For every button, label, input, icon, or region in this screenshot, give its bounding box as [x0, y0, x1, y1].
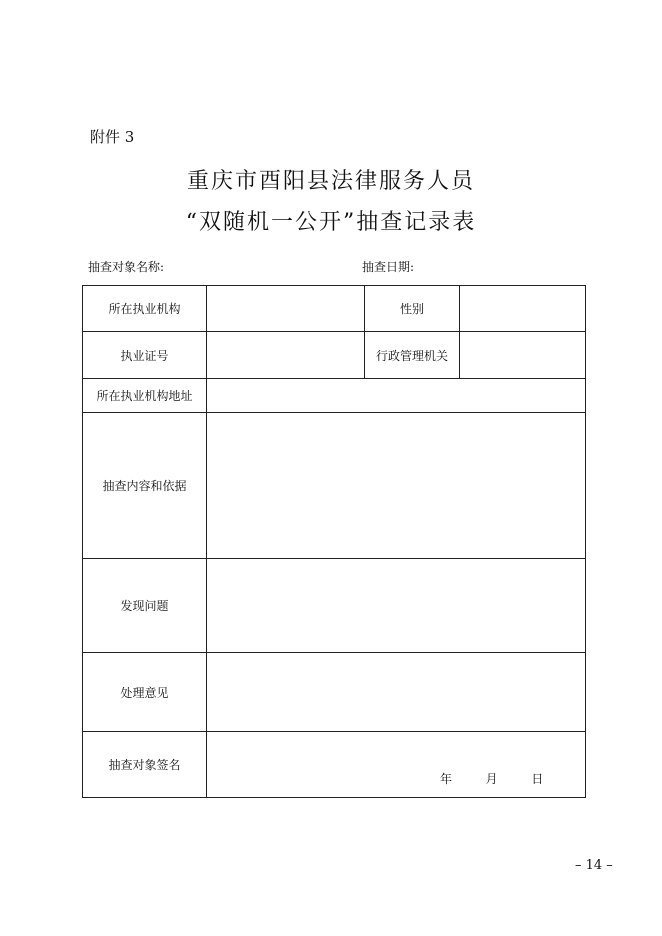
signature-label: 抽查对象签名 [108, 758, 181, 772]
admin-org-value-cell[interactable] [460, 332, 586, 379]
institution-value-cell[interactable] [207, 286, 365, 332]
content-basis-label-cell [83, 413, 207, 559]
inspection-record-table [82, 285, 586, 798]
attachment-label: 附件 3 [90, 128, 135, 146]
institution-label-cell [83, 286, 207, 332]
inspection-date-label: 抽查日期: [362, 260, 415, 274]
admin-org-label: 行政管理机关 [375, 348, 448, 363]
handling-value-cell[interactable] [207, 653, 586, 732]
institution-label: 所在执业机构 [108, 302, 181, 316]
admin-org-label-cell [365, 332, 460, 379]
license-value-cell[interactable] [207, 332, 365, 379]
problems-value-cell[interactable] [207, 559, 586, 653]
year-label: 年 [440, 772, 453, 786]
gender-value-cell[interactable] [460, 286, 586, 332]
day-label: 日 [531, 772, 544, 786]
license-label-cell [83, 332, 207, 379]
institution-address-label: 所在执业机构地址 [96, 389, 193, 403]
object-name-label: 抽查对象名称: [88, 260, 165, 274]
license-number-label: 执业证号 [120, 348, 169, 363]
address-label-cell [83, 379, 207, 413]
signature-value-cell[interactable] [207, 732, 586, 798]
month-label: 月 [485, 772, 498, 786]
page-number: – 14 – [575, 858, 613, 873]
page-title-line1: 重庆市酉阳县法律服务人员 [186, 169, 475, 194]
signature-date [440, 770, 543, 787]
signature-label-cell [83, 732, 207, 798]
content-basis-label: 抽查内容和依据 [102, 479, 187, 493]
handling-opinion-label: 处理意见 [120, 685, 169, 700]
content-basis-value-cell[interactable] [207, 413, 586, 559]
gender-label: 性别 [399, 302, 424, 316]
address-value-cell[interactable] [207, 379, 586, 413]
page-title-line2: “双随机一公开”抽查记录表 [185, 210, 477, 235]
problems-label-cell [83, 559, 207, 653]
handling-label-cell [83, 653, 207, 732]
gender-label-cell [365, 286, 460, 332]
problems-label: 发现问题 [120, 599, 169, 613]
